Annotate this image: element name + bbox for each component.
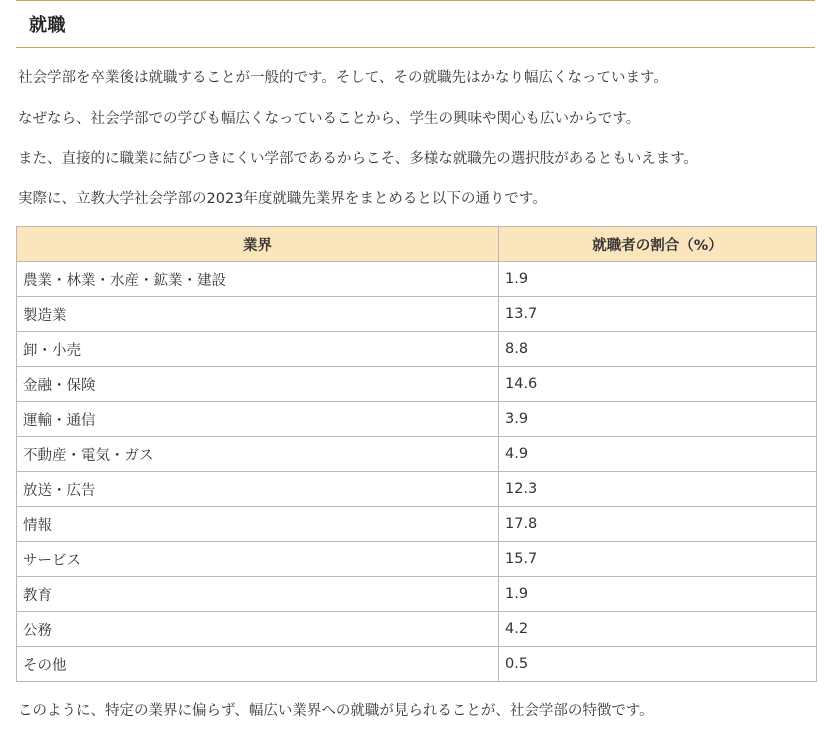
industry-table (16, 226, 817, 682)
percentage-cell: 14.6 (499, 367, 817, 402)
header-percentage: 就職者の割合（%） (499, 227, 817, 262)
header-industry: 業界 (17, 227, 499, 262)
industry-cell: その他 (17, 647, 499, 682)
section-heading (16, 0, 815, 48)
table-row (17, 367, 817, 402)
industry-cell: 不動産・電気・ガス (17, 437, 499, 472)
percentage-cell: 13.7 (499, 297, 817, 332)
table-row (17, 612, 817, 647)
industry-cell: 金融・保険 (17, 367, 499, 402)
table-header-row (17, 227, 817, 262)
table-row (17, 402, 817, 437)
table-row (17, 332, 817, 367)
percentage-cell: 4.2 (499, 612, 817, 647)
table-row (17, 647, 817, 682)
percentage-cell: 15.7 (499, 542, 817, 577)
percentage-cell: 17.8 (499, 507, 817, 542)
table-row (17, 262, 817, 297)
industry-cell: 運輸・通信 (17, 402, 499, 437)
paragraph-closing: このように、特定の業界に偏らず、幅広い業界への就職が見られることが、社会学部の特徴です。 (18, 703, 654, 719)
table-row (17, 297, 817, 332)
table-row (17, 437, 817, 472)
table-row (17, 577, 817, 612)
percentage-cell: 0.5 (499, 647, 817, 682)
industry-cell: 卸・小売 (17, 332, 499, 367)
industry-cell: 放送・広告 (17, 472, 499, 507)
percentage-cell: 12.3 (499, 472, 817, 507)
table-body (17, 262, 817, 682)
table-row (17, 542, 817, 577)
percentage-cell: 4.9 (499, 437, 817, 472)
paragraph-table-lead: 実際に、立教大学社会学部の2023年度就職先業界をまとめると以下の通りです。 (18, 191, 547, 207)
percentage-cell: 8.8 (499, 332, 817, 367)
industry-cell: 製造業 (17, 297, 499, 332)
table-row (17, 507, 817, 542)
industry-cell: 教育 (17, 577, 499, 612)
paragraph-reason: なぜなら、社会学部での学びも幅広くなっていることから、学生の興味や関心も広いからです。 (18, 111, 641, 127)
industry-cell: 公務 (17, 612, 499, 647)
percentage-cell: 1.9 (499, 262, 817, 297)
industry-cell: サービス (17, 542, 499, 577)
percentage-cell: 3.9 (499, 402, 817, 437)
section-heading-text: 就職 (29, 15, 66, 36)
percentage-cell: 1.9 (499, 577, 817, 612)
industry-cell: 情報 (17, 507, 499, 542)
table-row (17, 472, 817, 507)
paragraph-intro: 社会学部を卒業後は就職することが一般的です。そして、その就職先はかなり幅広くなっています。 (18, 70, 668, 86)
paragraph-options: また、直接的に職業に結びつきにくい学部であるからこそ、多様な就職先の選択肢があるともいえます。 (18, 151, 699, 167)
industry-cell: 農業・林業・水産・鉱業・建設 (17, 262, 499, 297)
